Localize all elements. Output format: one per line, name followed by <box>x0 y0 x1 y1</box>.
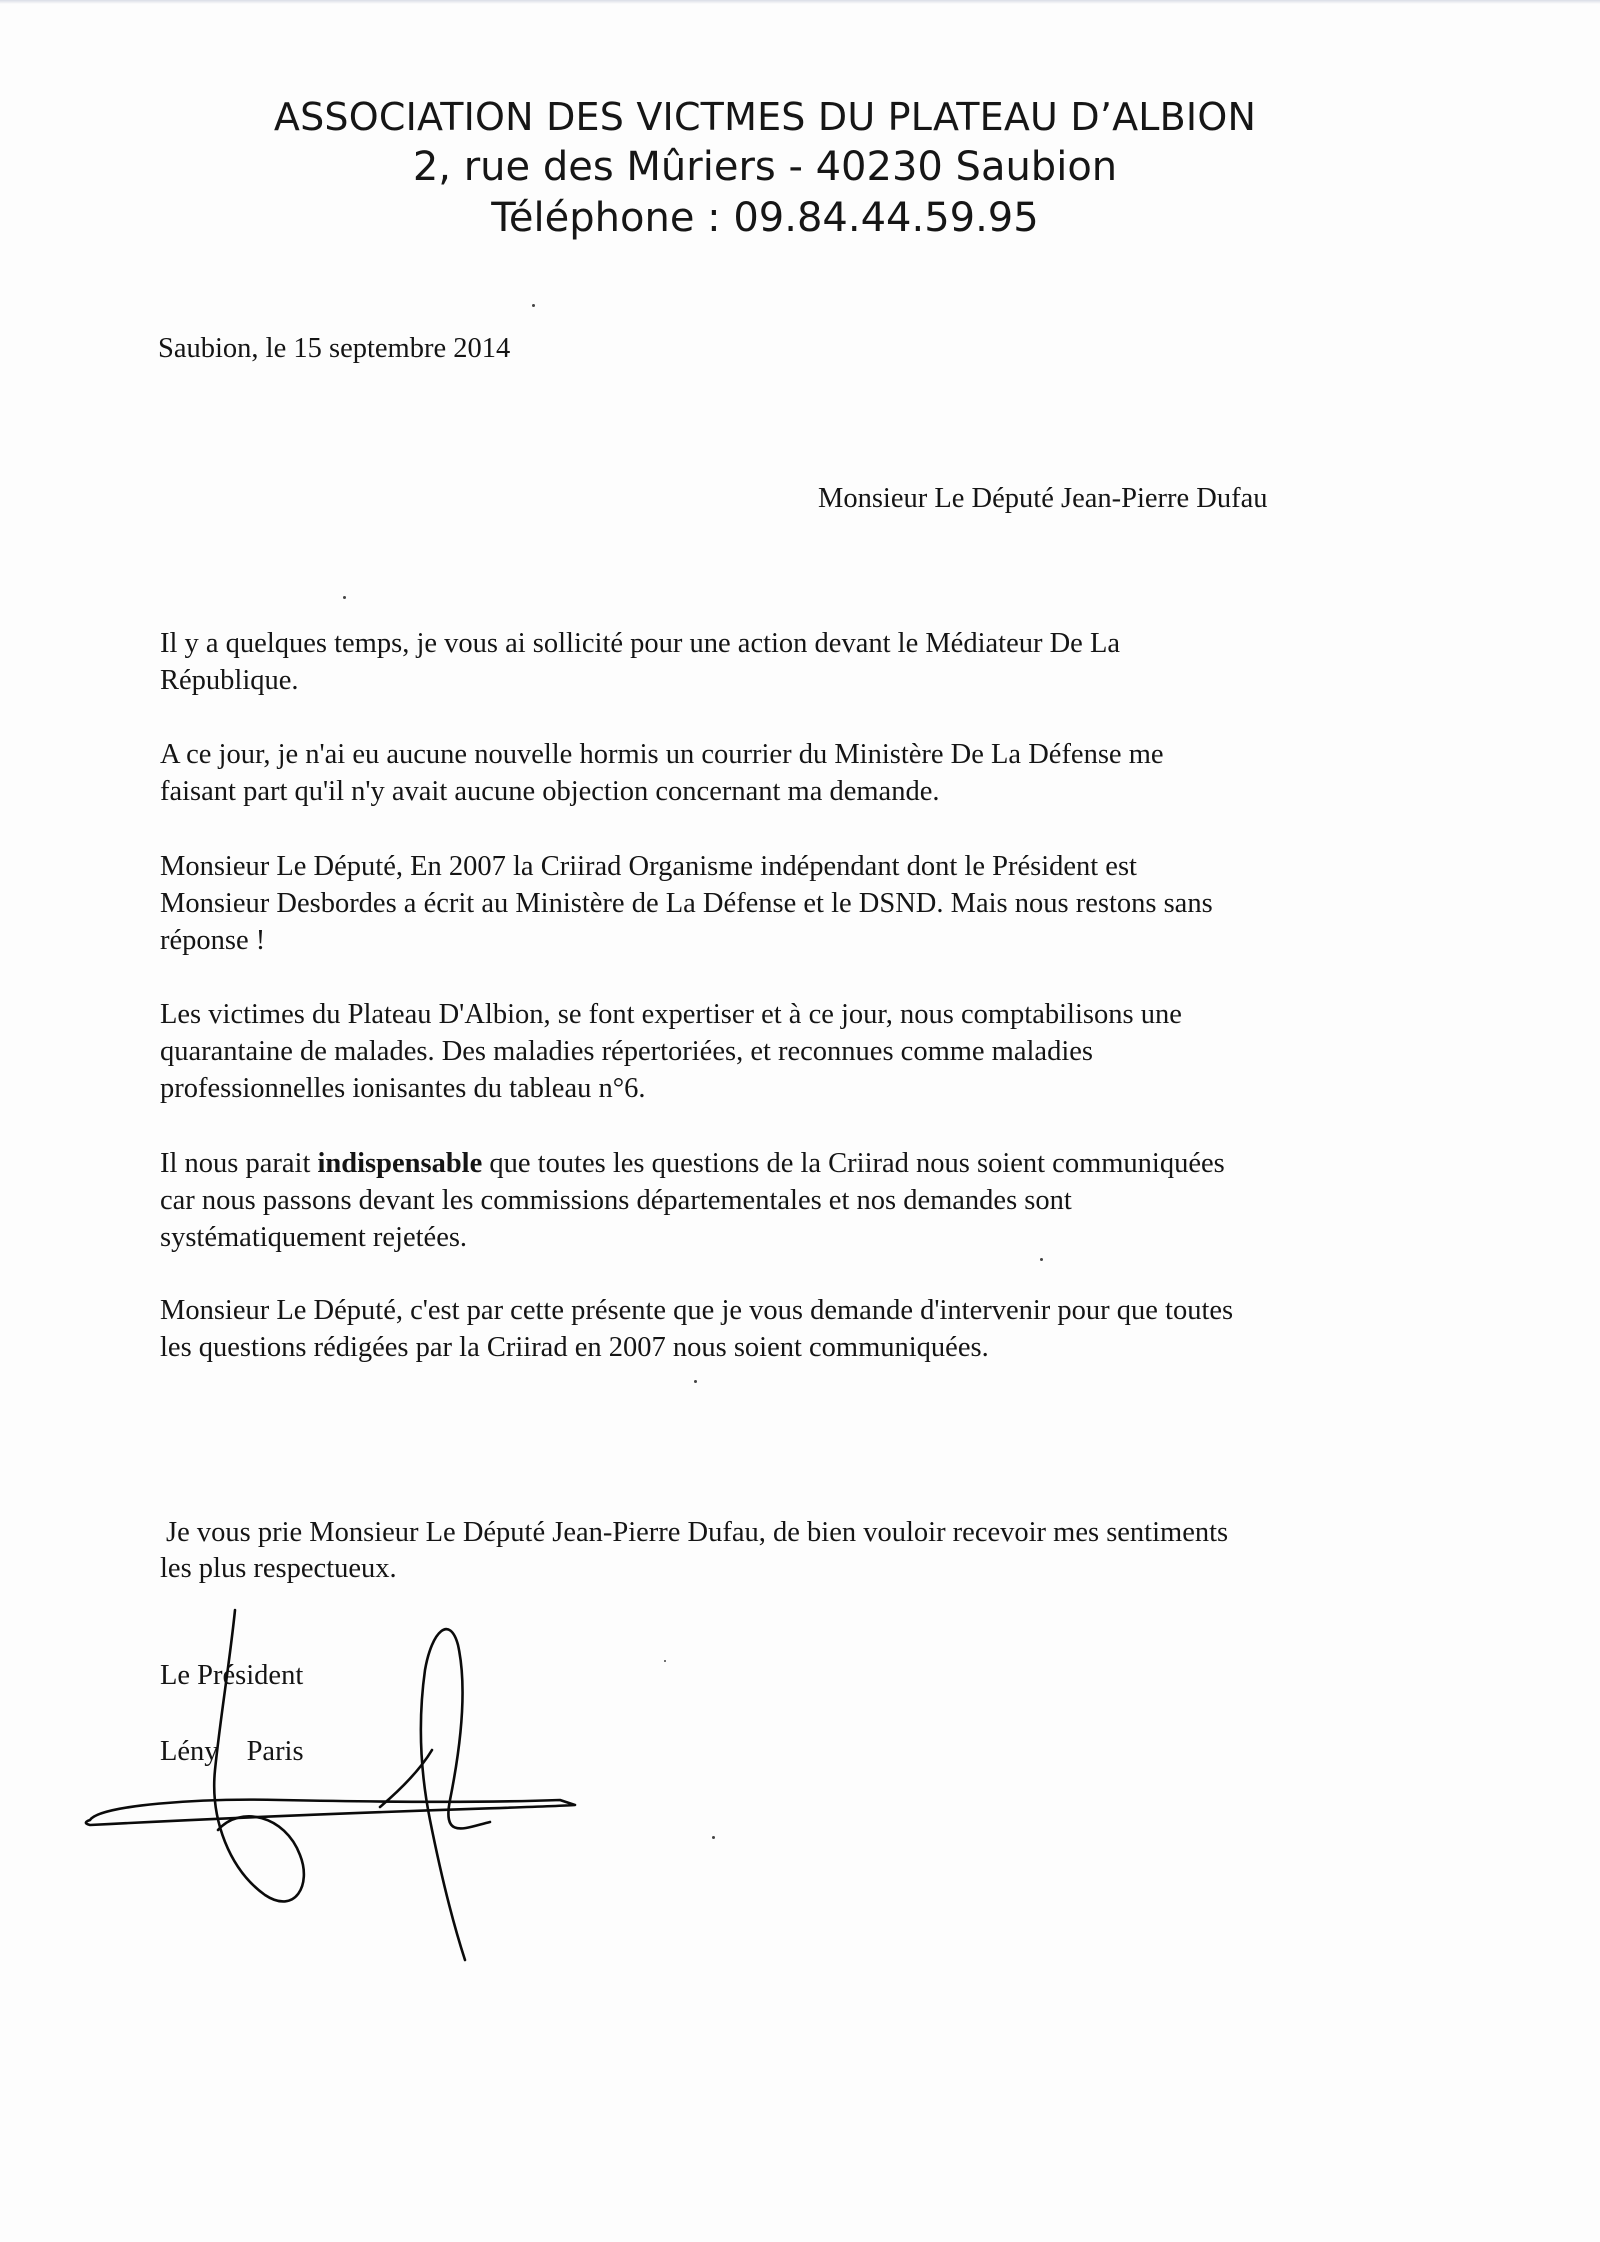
scan-speck <box>532 304 535 307</box>
scan-edge <box>0 0 1600 4</box>
letterhead <box>0 92 1530 244</box>
paragraph-line: Monsieur Desbordes a écrit au Ministère de La Défense et le DSND. Mais nous restons sans <box>160 888 1213 919</box>
paragraph-line: République. <box>160 665 299 696</box>
paragraph-line <box>160 1145 1420 1182</box>
paragraph-line: réponse ! <box>160 925 266 956</box>
emphasis-indispensable: indispensable <box>317 1148 483 1179</box>
paragraph-2 <box>160 736 1420 810</box>
scan-speck <box>1040 1258 1043 1261</box>
closing-line-1: Je vous prie Monsieur Le Député Jean-Pierre Dufau, de bien vouloir recevoir mes sentiments <box>166 1517 1229 1548</box>
letter-date: Saubion, le 15 septembre 2014 <box>158 333 511 364</box>
text-run: que toutes les questions de la Criirad nous soient communiquées <box>482 1148 1225 1179</box>
paragraph-line: car nous passons devant les commissions départementales et nos demandes sont <box>160 1185 1072 1216</box>
paragraph-line: les questions rédigées par la Criirad en 2007 nous soient communiquées. <box>160 1332 989 1363</box>
signatory-first-name: Lény <box>160 1736 219 1767</box>
paragraph-line: faisant part qu'il n'y avait aucune objection concernant ma demande. <box>160 776 940 807</box>
scan-speck <box>712 1836 715 1839</box>
scan-speck <box>343 596 346 599</box>
paragraph-line: A ce jour, je n'ai eu aucune nouvelle hormis un courrier du Ministère De La Défense me <box>160 739 1164 770</box>
paragraph-line: Monsieur Le Député, c'est par cette présente que je vous demande d'intervenir pour que toutes <box>160 1295 1234 1326</box>
organization-address: 2, rue des Mûriers - 40230 Saubion <box>412 144 1118 190</box>
letter-recipient: Monsieur Le Député Jean-Pierre Dufau <box>818 483 1268 514</box>
paragraph-4 <box>160 996 1420 1107</box>
paragraph-line: quarantaine de malades. Des maladies répertoriées, et reconnues comme maladies <box>160 1036 1093 1067</box>
organization-name: ASSOCIATION DES VICTMES DU PLATEAU D’ALBION <box>273 95 1257 139</box>
paragraph-6 <box>160 1292 1420 1366</box>
scan-speck <box>694 1380 697 1383</box>
text-run: Il nous parait <box>160 1148 318 1179</box>
signatory-title: Le Président <box>160 1660 304 1691</box>
paragraph-line: professionnelles ionisantes du tableau n°6. <box>160 1073 646 1104</box>
paragraph-line: Les victimes du Plateau D'Albion, se font expertiser et à ce jour, nous comptabilisons une <box>160 999 1182 1030</box>
paragraph-line: Il y a quelques temps, je vous ai sollicité pour une action devant le Médiateur De La <box>160 628 1120 659</box>
paragraph-5 <box>160 1145 1420 1256</box>
paragraph-line: systématiquement rejetées. <box>160 1222 468 1253</box>
scan-speck <box>664 1660 666 1662</box>
paragraph-1 <box>160 625 1420 699</box>
paragraph-line: Monsieur Le Député, En 2007 la Criirad Organisme indépendant dont le Président est <box>160 851 1137 882</box>
closing-line-2: les plus respectueux. <box>160 1553 397 1584</box>
handwritten-signature-icon <box>80 1600 580 1980</box>
signatory-last-name: Paris <box>246 1736 304 1767</box>
paragraph-3 <box>160 848 1420 959</box>
organization-telephone: Téléphone : 09.84.44.59.95 <box>491 195 1039 241</box>
